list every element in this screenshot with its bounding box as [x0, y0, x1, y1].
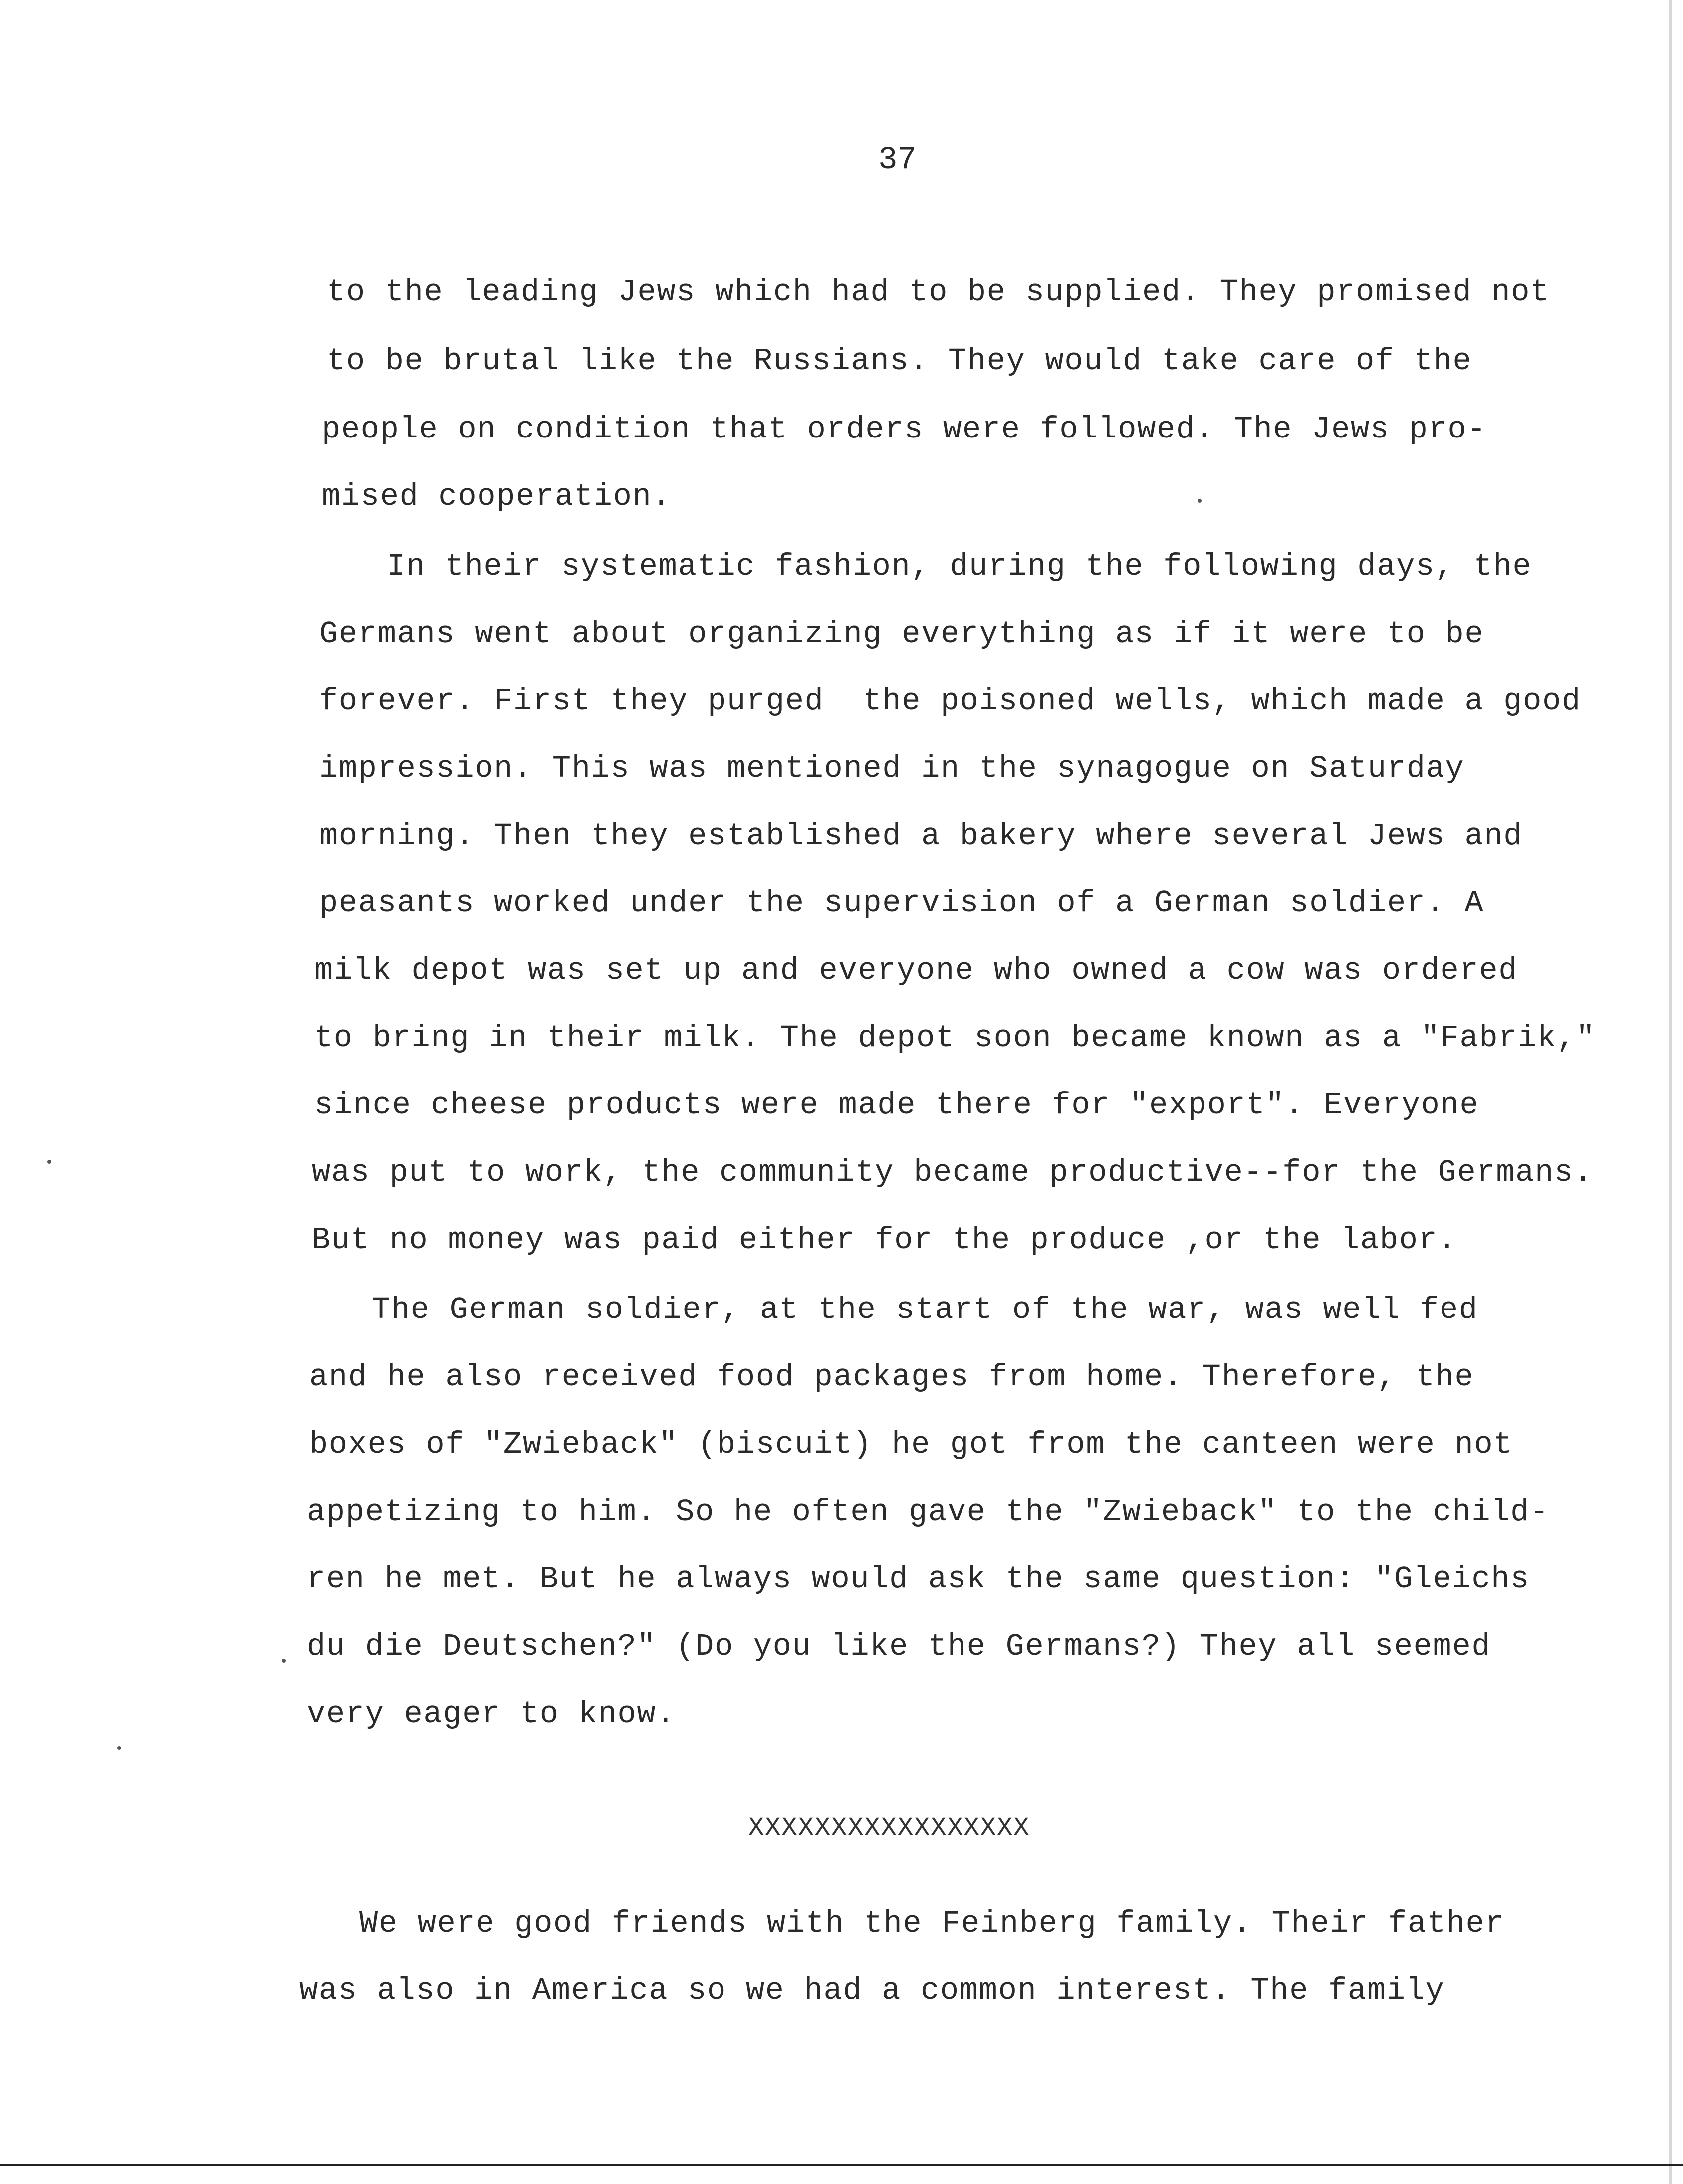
text-line: mised cooperation. [322, 479, 672, 514]
scan-speck [117, 1746, 121, 1750]
text-line: impression. This was mentioned in the synagogue on Saturday [319, 751, 1465, 786]
text-line: peasants worked under the supervision of a German soldier. A [319, 885, 1484, 921]
text-line: boxes of "Zwieback" (biscuit) he got from the canteen were not [309, 1427, 1513, 1462]
text-line: But no money was paid either for the produce ,or the labor. [312, 1222, 1457, 1258]
text-line: since cheese products were made there for "export". Everyone [314, 1088, 1479, 1123]
text-line: to be brutal like the Russians. They would take care of the [327, 343, 1472, 379]
text-line: The German soldier, at the start of the war, was well fed [372, 1292, 1478, 1327]
text-line: ren he met. But he always would ask the same question: "Gleichs [307, 1561, 1530, 1597]
section-separator: XXXXXXXXXXXXXXXXX [748, 1813, 1030, 1843]
page-edge-shadow [1669, 0, 1672, 2184]
text-line: and he also received food packages from home. Therefore, the [309, 1359, 1474, 1395]
text-line: du die Deutschen?" (Do you like the Germans?) They all seemed [307, 1629, 1491, 1664]
scan-speck [1198, 499, 1202, 503]
text-line: was put to work, the community became productive--for the Germans. [312, 1155, 1593, 1190]
text-line: We were good friends with the Feinberg family. Their father [359, 1906, 1505, 1941]
scan-speck [282, 1659, 286, 1663]
scan-speck [47, 1160, 51, 1164]
text-line: was also in America so we had a common interest. The family [299, 1973, 1445, 2008]
text-line: people on condition that orders were followed. The Jews pro- [322, 412, 1487, 447]
text-line: Germans went about organizing everything as if it were to be [319, 616, 1484, 652]
text-line: forever. First they purged the poisoned wells, which made a good [319, 683, 1581, 719]
text-line: morning. Then they established a bakery where several Jews and [319, 818, 1523, 854]
text-line: to bring in their milk. The depot soon became known as a "Fabrik," [314, 1020, 1596, 1056]
text-line: to the leading Jews which had to be supplied. They promised not [327, 274, 1550, 310]
text-line: milk depot was set up and everyone who owned a cow was ordered [314, 953, 1518, 988]
text-line: very eager to know. [307, 1696, 676, 1732]
text-line: In their systematic fashion, during the following days, the [387, 549, 1532, 584]
page-bottom-edge [0, 2164, 1683, 2166]
text-line: appetizing to him. So he often gave the "Zwieback" to the child- [307, 1494, 1549, 1529]
page-number: 37 [878, 142, 917, 178]
